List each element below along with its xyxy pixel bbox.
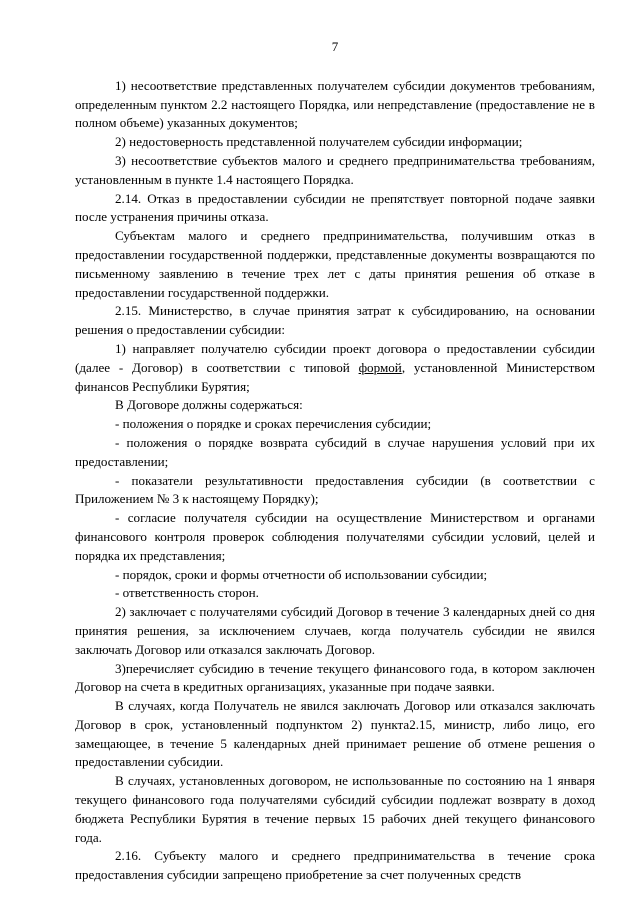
list-item-reporting: - порядок, сроки и формы отчетности об использовании субсидии; (115, 566, 488, 582)
paragraph-subsidy-refund: В случаях, установленных договором, не использованные по состоянию на 1 января текущего финансового года получателями субсидий субсидии подлежат возврату в доход бюджета Республики Бурятия в течение первых 15 рабочих дней текущего финансового года. (75, 773, 595, 845)
paragraph-refusal-reason-2: 2) недостоверность представленной получателем субсидии информации; (115, 134, 523, 150)
paragraph-contract-contents: В Договоре должны содержаться: (115, 397, 303, 413)
paragraph-refusal-reason-1: 1) несоответствие представленных получателем субсидии документов требованиям, определенным пунктом 2.2 настоящего Порядка, или непредставление (предоставление не в полном объеме) указанных документов; (75, 77, 595, 131)
list-item-refund-terms: - положения о порядке возврата субсидий в случае нарушения условий при их предоставлении; (75, 434, 595, 469)
paragraph-subsidy-transfer: 3)перечисляет субсидию в течение текущего финансового года, в котором заключен Договор на счета в кредитных организациях, указанные при подаче заявки. (75, 660, 595, 695)
list-item-payment-terms: - положения о порядке и сроках перечисления субсидии; (115, 416, 432, 432)
list-item-performance-indicators: - показатели результативности предоставления субсидии (в соответствии с Приложением № 3 к настоящему Порядку); (75, 472, 595, 507)
page-number: 7 (331, 39, 339, 54)
list-item-audit-consent: - согласие получателя субсидии на осуществление Министерством и органами финансового контроля проверок соблюдения получателями субсидии условий, целей и порядка их представления; (75, 510, 595, 563)
paragraph-contract-draft (75, 340, 595, 396)
form-link[interactable]: формой (358, 359, 402, 375)
document-page (75, 38, 595, 885)
paragraph-refusal-reason-3: 3) несоответствие субъектов малого и среднего предпринимательства требованиям, установленным в пункте 1.4 настоящего Порядка. (75, 152, 595, 187)
paragraph-decision-cancel: В случаях, когда Получатель не явился заключать Договор или отказался заключать Договор в срок, установленный подпунктом 2) пункта2.15, министр, либо лицо, его замещающее, в течение 5 календарных дней принимает решение об отмене решения о предоставлении субсидии. (75, 698, 595, 770)
paragraph-2-14: 2.14. Отказ в предоставлении субсидии не препятствует повторной подаче заявки после устранения причины отказа. (75, 190, 595, 225)
contract-draft-text-end: , установленной Министерством финансов Республики Бурятия; (75, 359, 595, 394)
paragraph-contract-signing: 2) заключает с получателями субсидий Договор в течение 3 календарных дней со дня принятия решения, за исключением случаев, когда получатель субсидии не явился заключать Договор или отказался заключать Договор. (75, 604, 595, 657)
contract-draft-text-start: 1) направляет получателю субсидии проект договора о предоставлении субсидии (далее - Договор) в соответствии с типовой (75, 340, 595, 375)
paragraph-2-16: 2.16. Субъекту малого и среднего предпринимательства в течение срока предоставления субсидии запрещено приобретение за счет полученных средств (75, 848, 595, 883)
paragraph-documents-return: Субъектам малого и среднего предпринимательства, получившим отказ в предоставлении государственной поддержки, представленные документы возвращаются по письменному заявлению в течение трех лет с даты принятия решения об отказе в предоставлении государственной поддержки. (75, 228, 595, 300)
paragraph-2-15: 2.15. Министерство, в случае принятия затрат к субсидированию, на основании решения о предоставлении субсидии: (75, 303, 595, 338)
list-item-liability: - ответственность сторон. (115, 585, 259, 601)
